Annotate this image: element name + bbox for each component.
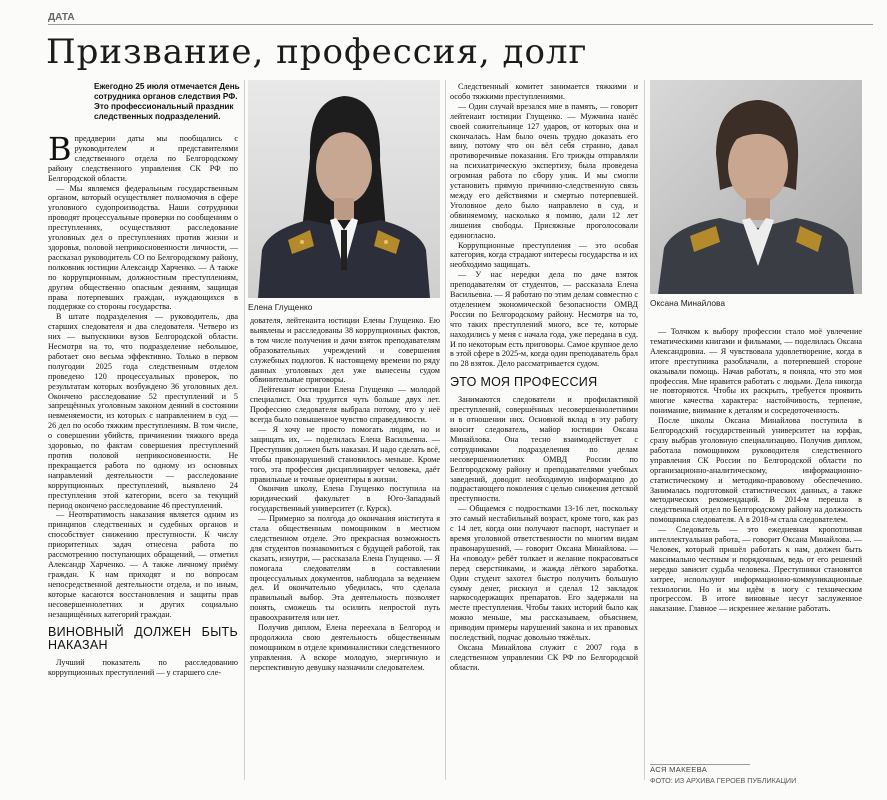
- drop-cap: В: [48, 130, 72, 168]
- paragraph: — Мы являемся федеральным государственным органом, который осуществляет полномочия в сфере уголовного судопроизводства. Наши сотрудники проводят процессуальные проверки по сообщениям о преступлениях, осуществляют расследование уголовных дел о преступлениях против жизни и здоровья, половой неприкосновенности личности, — рассказал руководитель СО по Белгородскому району, полковник юстиции Александр Харченко. — А также по коррупционным, должностным преступлениям, другим общественно опасным деяниям, защищая права потерпевших граждан, нуждающихся в поддержке со стороны государства.: [48, 183, 238, 312]
- paragraph: Лейтенант юстиции Елена Глущенко — молодой специалист. Она трудится чуть больше двух лет. Профессию следователя выбрала потому, что у неё всегда было повышенное чувство справедливости.: [250, 385, 440, 425]
- headline: Призвание, профессия, долг: [46, 32, 588, 72]
- paragraph: Получив диплом, Елена переехала в Белгород и продолжила свою деятельность общественным помощником в отделе криминалистики следственного управления. А вскоре молодую, энергичную и перспективную девушку назначили следователем.: [250, 623, 440, 672]
- paragraph: После школы Оксана Минайлова поступила в Белгородский государственный университет на юрфак, сразу выбрав уголовную специализацию. Получив диплом, работала помощником руководителя следственного управления СК России по Белгородской области по организационно-аналитическому, информационно-статистическому и методико-правовому обеспечению. Занималась подготовкой статистических данных, а также методических рекомендаций. В 2014-м перешла в следственный отдел по Белгородскому району на должность помощника следователя. А в 2018-м стала следователем.: [650, 416, 862, 525]
- paragraph: Оксана Минайлова служит с 2007 года в следственном управлении СК РФ по Белгородской области.: [450, 642, 638, 672]
- paragraph: Лучший показатель по расследованию коррупционных преступлений — у старшего сле-: [48, 658, 238, 678]
- portrait-illustration: [248, 80, 440, 298]
- paragraph: — Толчком к выбору профессии стало моё увлечение тематическими книгами и фильмами, — поделилась Оксана Александровна. — Я чувствовала удовлетворение, когда в итоге преступника разоблачали, а потерпевшей стороне оказывали помощь. Начав работать, я поняла, что это моя профессия. Мне нравится работать с людьми. Дела никогда не повторяются. Чтобы их раскрыть, требуется проявить многие качества характера: настойчивость, терпение, понимание, внимание к деталям и сосредоточенность.: [650, 327, 862, 416]
- portrait-illustration: [650, 80, 862, 294]
- paragraph: — Общаемся с подростками 13-16 лет, поскольку это самый нестабильный возраст, кроме того, как раз с 14 лет, когда они получают паспорт, наступает и время уголовной ответственности по многим видам правонарушений, — говорит Оксана Минайлова. — На «поводу» ребёт толкает и желание покрасоваться перед сверстниками, и жажда лёгкого заработка. Один студент захотел быстро получить большую сумму денег, рискнул и сделал 12 закладок наркосодержащих препаратов. Его задержали на месте преступления. Чтобы таких историй было как можно меньше, мы рассказываем, объясняем, приводим примеры нарушений закона и их правовых последствий, подчас довольно тяжёлых.: [450, 504, 638, 643]
- photo-elena-glushchenko: [248, 80, 440, 298]
- paragraph: — Неотвратимость наказания является одним из принципов следственных и судебных органов и способствует снижению преступности. К числу приоритетных задач отнесена работа по рассмотрению поступающих обращений, — отметил Александр Харченко. — А также личному приёму граждан. К нам приходят и по вопросам непосредственной деятельности отдела, и по иным, которые касаются восстановления и защиты прав несовершеннолетних и других социально незащищённых категорий граждан.: [48, 510, 238, 619]
- section-subheading: ЭТО МОЯ ПРОФЕССИЯ: [450, 375, 598, 390]
- author-byline: АСЯ МАКЕЕВА: [650, 765, 708, 774]
- article-column-2: [250, 316, 440, 786]
- photo-caption: Елена Глущенко: [248, 302, 313, 312]
- paragraph: Впреддверии даты мы пообщались с руководителем и представителями следственного отдела по Белгородскому району следственного управления СК РФ по Белгородской области.: [48, 130, 238, 183]
- paragraph: — У нас нередки дела по даче взяток преподавателям от студентов, — рассказала Елена Васильевна. — Я работаю по этим делам совместно с отделением экономической безопасности ОМВД России по Белгородскому району. Несмотря на то, что таких преступлений много, все те, которые находились у меня с начала года, уже передана в суд. И по некоторым есть приговоры. Самое крупное дело в этой сфере в 2025-м, когда один преподаватель брал по 28 взяток. Дело рассматривается судом.: [450, 270, 638, 369]
- paragraph: В штате подразделения — руководитель, два старших следователя и два следователя. Четверо из них — выпускники вузов Белгородской области. Несмотря на то, что подразделение небольшое, работает оно весьма эффективно. Только в первом полугодии 2025 года следственным отделом проведено 120 процессуальных проверок, по результатам которых возбуждено 36 уголовных дел. Окончено расследование 52 преступлений и 5 запрещённых уголовным законом деяний в состоянии невменяемости, из которых с направлением в суд — 26 дел по особо тяжким преступлениям. В том числе, о совершении убийств, причинении тяжкого вреда здоровью, по фактам совершения преступлений против половой неприкосновенности. Не прекращается работа по одному из основных направлений деятельности — расследование коррупционных преступлений, выявлено 24 преступления этой категории, всего за текущий период окончено расследование 46 преступлений.: [48, 312, 238, 510]
- rubric-label: ДАТА: [48, 12, 75, 23]
- lead-paragraph: Ежегодно 25 июля отмечается День сотрудника органов следствия РФ. Это профессиональный праздник следственных подразделений.: [94, 82, 240, 121]
- paragraph: Занимаются следователи и профилактикой преступлений, совершённых несовершеннолетними и в отношении них. Основной вклад в эту работу вносит следователь, майор юстиции Оксана Минайлова. Она тесно взаимодействует с сотрудниками подразделения по делам несовершеннолетних ОМВД России по Белгородскому району и преподавателями учебных заведений, доводит необходимую информацию до подрастающего поколения с целью снижения детской преступности.: [450, 395, 638, 504]
- paragraph: — Примерно за полгода до окончания института я стала общественным помощником в местном следственном отделе. Это прекрасная возможность для студентов познакомиться с будущей работой, так сказать, изнутри, — рассказала Елена Глущенко. — Я помогала следователям в составлении процессуальных документов, наблюдала за ведением дел. И окончательно убедилась, что сделала правильный выбор. Эта деятельность позволяет понять, сможешь ты осилить непростой путь правоохранителя или нет.: [250, 514, 440, 623]
- paragraph: Коррупционные преступления — это особая категория, когда страдают интересы государства и их необходимо защищать.: [450, 240, 638, 270]
- column-divider: [445, 80, 446, 780]
- section-subheading: ВИНОВНЫЙ ДОЛЖЕН БЫТЬ НАКАЗАН: [48, 625, 238, 653]
- paragraph: — Один случай врезался мне в память, — говорит лейтенант юстиции Глущенко. — Мужчина нанёс своей сожительнице 127 ударов, от которых она и скончалась. Нам было очень трудно доказать его вину, потому что он вёл себя странно, давал противоречивые показания. Его трижды отправляли на психиатрическую экспертизу, была проведена огромная работа по сбору улик. И мы смогли установить прямую причинно-следственную связь между его действиями и смертью потерпевшей. Уголовное дело было направлено в суд, и обвиняемому, насколько я помню, дали 12 лет лишения свободы. Присяжные проголосовали единогласно.: [450, 101, 638, 240]
- photo-oksana-minailova: [650, 80, 862, 294]
- paragraph: — Я хочу не просто помогать людям, но и защищать их, — поделилась Елена Васильевна. — Преступник должен быть наказан. И надо сделать всё, чтобы правонарушений становилось меньше. Кроме того, эта профессия дисциплинирует человека, даёт правильные и точные ориентиры в жизни.: [250, 424, 440, 484]
- article-column-4: [650, 327, 862, 767]
- photo-caption: Оксана Минайлова: [650, 298, 725, 308]
- paragraph: — Следователь — это ежедневная кропотливая интеллектуальная работа, — говорит Оксана Минайлова. — Человек, который пришёл работать к нам, должен быть максимально честным и порядочным, ведь от его решений нередко зависит судьба человека. Преступники становятся хитрее, используют информационно-коммуникационные технологии. Но и мы идём в ногу с техническим прогрессом. В итоге виновные несут заслуженное наказание. Главное — искреннее желание работать.: [650, 525, 862, 614]
- paragraph: Окончив школу, Елена Глущенко поступила на юридический факультет в Юго-Западный государственный университет (г. Курск).: [250, 484, 440, 514]
- column-divider: [244, 80, 245, 780]
- article-column-3: [450, 82, 638, 782]
- photo-credit: ФОТО: ИЗ АРХИВА ГЕРОЕВ ПУБЛИКАЦИИ: [650, 776, 797, 785]
- column-divider: [644, 80, 645, 780]
- paragraph: Следственный комитет занимается тяжкими и особо тяжкими преступлениями.: [450, 82, 638, 101]
- article-column-1: [48, 130, 238, 784]
- paragraph: дователя, лейтенанта юстиции Елены Глущенко. Ею выявлены и расследованы 38 коррупционных фактов, в том числе получения и дачи взяток преподавателям образовательных учреждений и совершения служебных подлогов. К настоящему времени по ряду данных уголовных дел уже вынесены судом обвинительные приговоры.: [250, 316, 440, 385]
- rubric-divider: [48, 24, 873, 25]
